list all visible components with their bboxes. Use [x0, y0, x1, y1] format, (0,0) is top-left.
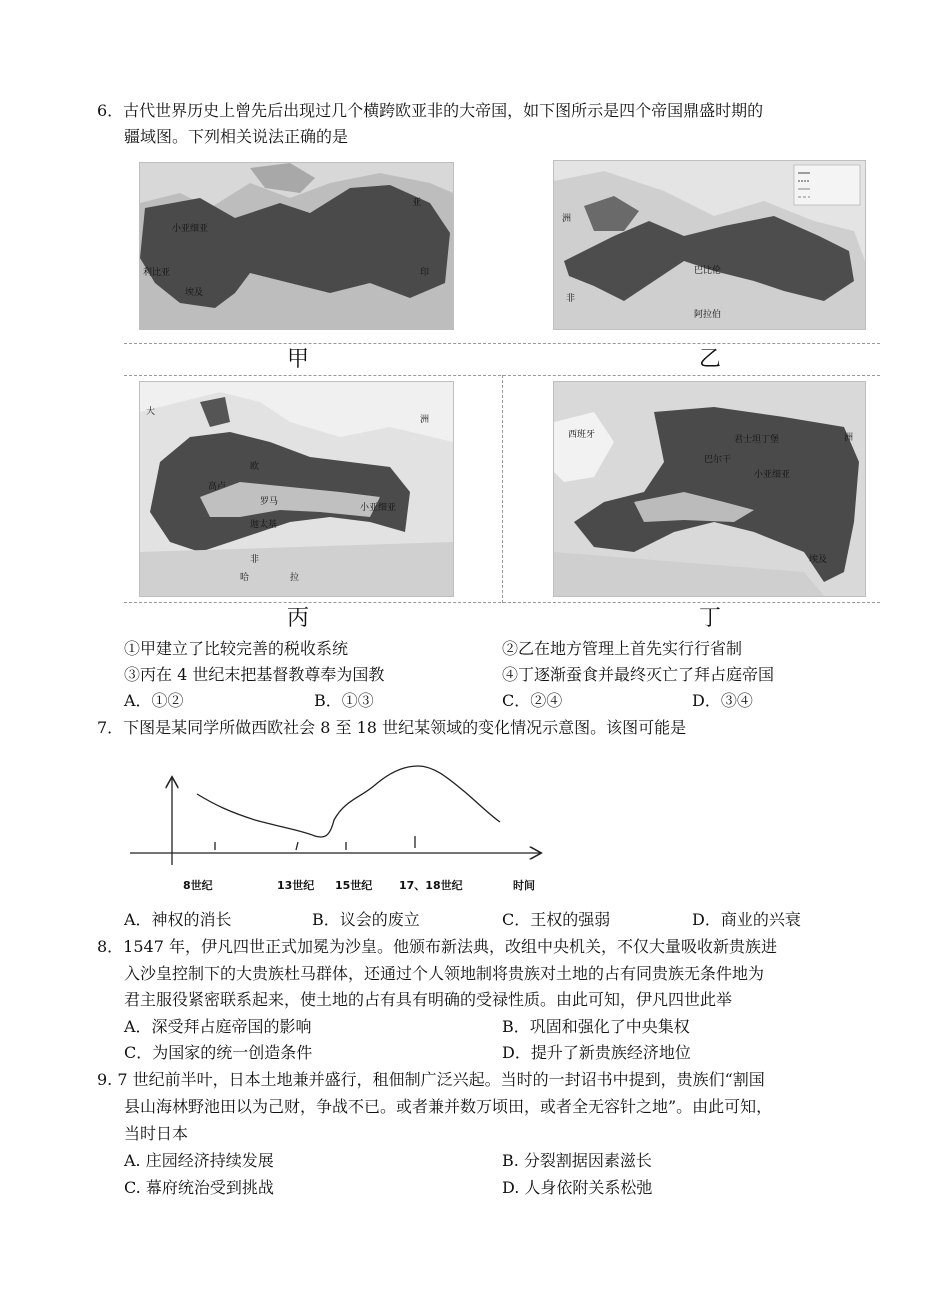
map-ding	[553, 381, 866, 597]
map-ding-name-1: 君士坦丁堡	[734, 435, 780, 445]
q7-curve	[197, 766, 500, 837]
q9-option-d[interactable]: D. 人身依附关系松弛	[502, 1178, 653, 1197]
q7-chart	[120, 760, 550, 870]
map-grid-divider-top	[124, 343, 880, 344]
q7-xlabel-8c: 8世纪	[183, 879, 213, 892]
map-label-yi: 乙	[699, 347, 722, 372]
q9-option-c[interactable]: C. 幕府统治受到挑战	[124, 1178, 274, 1197]
map-yi-name-1: 阿拉伯	[694, 310, 722, 320]
q8-stem-line1: 8．1547 年，伊凡四世正式加冕为沙皇。他颁布新法典，改组中央机关，不仅大量吸收新贵族进	[97, 937, 777, 956]
q6-statement-2: ②乙在地方管理上首先实行行省制	[502, 639, 743, 658]
q8-option-d[interactable]: D．提升了新贵族经济地位	[502, 1043, 691, 1062]
map-jia-name-3: 埃及	[185, 288, 204, 298]
q6-option-a[interactable]: A．①②	[124, 691, 184, 710]
map-bing-name-1: 高卢	[208, 482, 227, 492]
q6-option-b[interactable]: B．①③	[314, 691, 374, 710]
q6-statement-4: ④丁逐渐蚕食并最终灭亡了拜占庭帝国	[502, 665, 775, 684]
q7-xlabel-13c: 13世纪	[277, 879, 315, 892]
q7-option-c[interactable]: C．王权的强弱	[502, 910, 611, 929]
q7-option-a[interactable]: A．神权的消长	[124, 910, 232, 929]
map-jia-name-2: 利比亚	[143, 268, 171, 278]
map-jia-name-0: 小亚细亚	[172, 224, 209, 234]
q6-option-d[interactable]: D．③④	[692, 691, 753, 710]
map-bing-name-4: 小亚细亚	[360, 503, 397, 513]
q8-option-c[interactable]: C．为国家的统一创造条件	[124, 1043, 313, 1062]
q9-option-b[interactable]: B. 分裂割据因素滋长	[502, 1151, 652, 1170]
map-yi	[553, 160, 866, 330]
q8-option-a[interactable]: A．深受拜占庭帝国的影响	[124, 1017, 312, 1036]
map-ding-name-4: 洲	[844, 433, 854, 443]
q7-option-b[interactable]: B．议会的废立	[312, 910, 420, 929]
map-bing-name-3: 迦太基	[250, 520, 278, 530]
map-ding-name-5: 埃及	[809, 555, 828, 565]
map-bing-name-9: 大	[146, 407, 156, 417]
q6-stem-line2: 疆域图。下列相关说法正确的是	[124, 127, 349, 146]
map-jia-name-1: 亚	[412, 198, 422, 208]
q7-xlabel-time: 时间	[513, 879, 535, 892]
map-yi-svg	[554, 161, 865, 329]
map-yi-name-2: 洲	[562, 214, 572, 224]
map-yi-name-0: 巴比伦	[694, 266, 722, 276]
map-bing-name-6: 洲	[420, 415, 430, 425]
map-jia	[139, 162, 454, 330]
map-bing-name-5: 非	[250, 555, 260, 565]
map-jia-svg	[140, 163, 453, 329]
q9-stem-line1: 9. 7 世纪前半叶，日本土地兼并盛行，租佃制广泛兴起。当时的一封诏书中提到，贵族们“割国	[97, 1070, 765, 1089]
map-grid-divider-vertical	[502, 375, 503, 603]
q7-xlabel-15c: 15世纪	[335, 879, 373, 892]
map-bing-name-2: 罗马	[260, 497, 279, 507]
q9-stem-line3: 当时日本	[124, 1124, 189, 1143]
map-yi-name-3: 非	[566, 294, 576, 304]
map-bing-name-8: 拉	[290, 573, 300, 583]
q7-xlabel-17-18c: 17、18世纪	[399, 879, 463, 892]
map-jia-name-4: 印	[420, 268, 430, 278]
map-ding-svg	[554, 382, 865, 596]
map-grid-divider-bottom	[124, 602, 880, 603]
q6-statement-1: ①甲建立了比较完善的税收系统	[124, 639, 349, 658]
q7-stem: 7．下图是某同学所做西欧社会 8 至 18 世纪某领域的变化情况示意图。该图可能是	[97, 718, 687, 737]
q7-option-d[interactable]: D．商业的兴衰	[692, 910, 801, 929]
map-ding-name-2: 小亚细亚	[754, 470, 791, 480]
q6-statement-3: ③丙在 4 世纪末把基督教尊奉为国教	[124, 665, 385, 684]
map-bing-name-7: 哈	[240, 573, 250, 583]
q8-stem-line3: 君主服役紧密联系起来，使土地的占有具有明确的受禄性质。由此可知，伊凡四世此举	[124, 990, 733, 1009]
q6-option-c[interactable]: C．②④	[502, 691, 563, 710]
map-label-ding: 丁	[699, 606, 722, 631]
q8-stem-line2: 入沙皇控制下的大贵族杜马群体，还通过个人领地制将贵族对土地的占有同贵族无条件地为	[124, 964, 765, 983]
map-label-bing: 丙	[287, 606, 310, 631]
q6-stem-line1: 6．古代世界历史上曾先后出现过几个横跨欧亚非的大帝国，如下图所示是四个帝国鼎盛时期的	[97, 101, 764, 120]
map-bing	[139, 381, 454, 597]
q9-stem-line2: 县山海林野池田以为己财，争战不已。或者兼并数万顷田，或者全无容针之地”。由此可知，	[124, 1097, 773, 1116]
q7-chart-svg	[120, 760, 550, 870]
map-bing-name-0: 欧	[250, 462, 260, 472]
q9-option-a[interactable]: A. 庄园经济持续发展	[124, 1151, 274, 1170]
q7-tick-13c	[296, 842, 298, 850]
map-ding-name-0: 西班牙	[568, 430, 596, 440]
map-label-jia: 甲	[287, 347, 310, 372]
q8-option-b[interactable]: B．巩固和强化了中央集权	[502, 1017, 690, 1036]
map-bing-svg	[140, 382, 453, 596]
map-ding-name-3: 巴尔干	[704, 455, 732, 465]
